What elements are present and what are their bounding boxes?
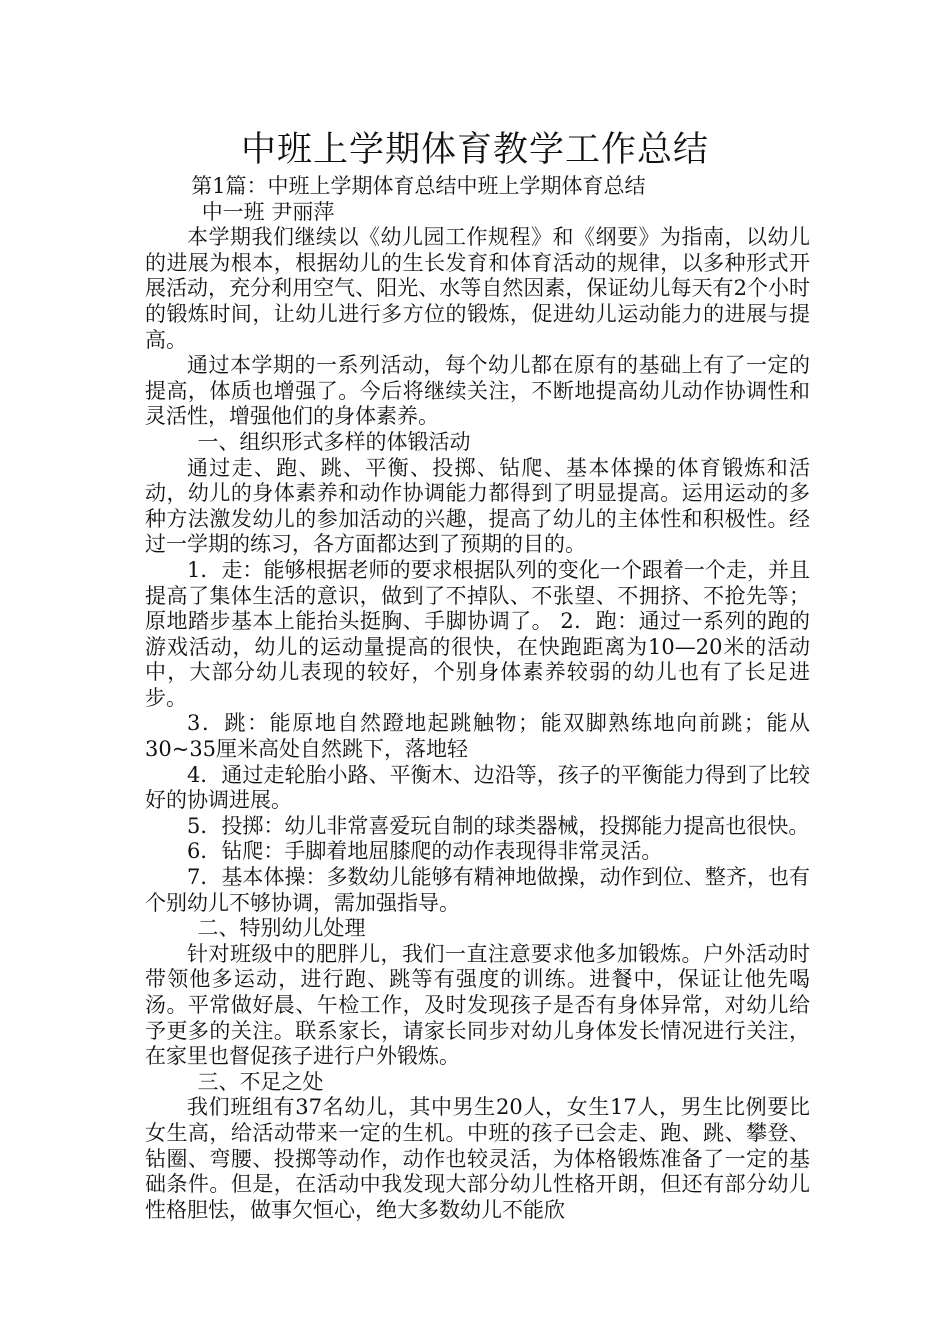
- section-heading-3: 三、不足之处: [197, 1069, 324, 1094]
- article-subheading: 第1篇：中班上学期体育总结中班上学期体育总结: [191, 174, 646, 198]
- paragraph-crawl: 6．钻爬：手脚着地屈膝爬的动作表现得非常灵活。: [187, 839, 663, 864]
- paragraph-gymnastics: 7．基本体操：多数幼儿能够有精神地做操，动作到位、整齐，也有个别幼儿不够协调，需加强指导。: [145, 865, 810, 915]
- paragraph-walk-run: 1．走：能够根据老师的要求根据队列的变化一个跟着一个走，并且提高了集体生活的意识，做到了不掉队、不张望、不拥挤、不抢先等；原地踏步基本上能抬头挺胸、手脚协调了。 2．跑：通过一系列的跑的游戏活动，幼儿的运动量提高的很快，在快跑距离为10—20米的活动中，大部分幼儿表现的较好，个别身体素养较弱的幼儿也有了长足进步。: [145, 557, 810, 710]
- section-heading-1: 一、组织形式多样的体锻活动: [197, 429, 471, 454]
- paragraph-jump: 3．跳：能原地自然蹬地起跳触物；能双脚熟练地向前跳；能从30~35厘米高处自然跳下，落地轻: [145, 711, 810, 762]
- paragraph-throw: 5．投掷：幼儿非常喜爱玩自制的球类器械，投掷能力提高也很快。: [187, 813, 810, 838]
- paragraph-activities: 通过走、跑、跳、平衡、投掷、钻爬、基本体操的体育锻炼和活动，幼儿的身体素养和动作协调能力都得到了明显提高。运用运动的多种方法激发幼儿的参加活动的兴趣，提高了幼儿的主体性和积极性。经过一学期的练习，各方面都达到了预期的目的。: [145, 455, 810, 557]
- section-heading-2: 二、特别幼儿处理: [197, 916, 366, 941]
- document-body: [145, 174, 810, 1223]
- paragraph-special-child: 针对班级中的肥胖儿，我们一直注意要求他多加锻炼。户外活动时带领他多运动，进行跑、跳等有强度的训练。进餐中，保证让他先喝汤。平常做好晨、午检工作，及时发现孩子是否有身体异常，对幼儿给予更多的关注。联系家长，请家长同步对幼儿身体发长情况进行关注，在家里也督促孩子进行户外锻炼。: [145, 941, 810, 1069]
- paragraph-intro: 本学期我们继续以《幼儿园工作规程》和《纲要》为指南，以幼儿的进展为根本，根据幼儿的生长发育和体育活动的规律，以多种形式开展活动，充分利用空气、阳光、水等自然因素，保证幼儿每天有2个小时的锻炼时间，让幼儿进行多方位的锻炼，促进幼儿运动能力的进展与提高。: [145, 225, 810, 352]
- document-title: 中班上学期体育教学工作总结: [240, 130, 709, 170]
- paragraph-shortcomings: 我们班组有37名幼儿，其中男生20人，女生17人，男生比例要比女生高，给活动带来一定的生机。中班的孩子已会走、跑、跳、攀登、钻圈、弯腰、投掷等动作，动作也较灵活，为体格锻炼准备了一定的基础条件。但是，在活动中我发现大部分幼儿性格开朗，但还有部分幼儿性格胆怯，做事欠恒心，绝大多数幼儿不能欣: [145, 1095, 810, 1222]
- paragraph-balance: 4．通过走轮胎小路、平衡木、边沿等，孩子的平衡能力得到了比较好的协调进展。: [145, 762, 810, 813]
- paragraph-results: 通过本学期的一系列活动，每个幼儿都在原有的基础上有了一定的提高，体质也增强了。今后将继续关注，不断地提高幼儿动作协调性和灵活性，增强他们的身体素养。: [145, 353, 810, 429]
- author-line: 中一班 尹丽萍: [201, 199, 335, 224]
